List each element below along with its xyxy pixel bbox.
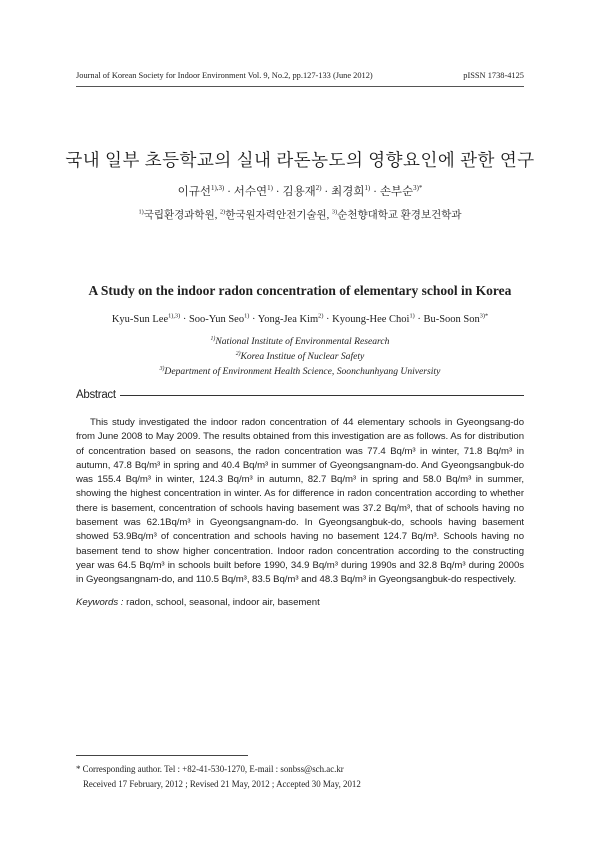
affiliation-line [0, 364, 600, 379]
author-name: Bu-Soon Son [423, 314, 480, 325]
footnote-rule [76, 755, 248, 756]
english-title: A Study on the indoor radon concentration of elementary school in Korea [88, 283, 512, 298]
corresponding-author-note: * Corresponding author. Tel : +82-41-530-1270, E-mail : sonbss@sch.ac.kr [76, 764, 344, 774]
affiliation: Department of Environment Health Science, Soonchunhyang University [164, 366, 441, 377]
author-affil-mark: 1) [409, 312, 415, 320]
affil-mark: 1) [210, 335, 216, 342]
author-name: Kyoung-Hee Choi [332, 314, 410, 325]
affiliation-line [0, 334, 600, 349]
affil-mark: 2) [219, 208, 226, 216]
author-name: 최경희 [331, 186, 365, 198]
affil-mark: 2) [235, 350, 241, 357]
author-affil-mark: 2) [318, 312, 324, 320]
affiliation: National Institute of Environmental Research [215, 336, 390, 347]
affiliation: 국립환경과학원, [143, 210, 218, 221]
keywords-text: radon, school, seasonal, indoor air, basement [126, 597, 320, 608]
author-affil-mark: 1) [267, 185, 273, 193]
received-dates: Received 17 February, 2012 ; Revised 21 May, 2012 ; Accepted 30 May, 2012 [83, 779, 361, 789]
keywords-label: Keywords : [76, 597, 124, 608]
journal-citation: Journal of Korean Society for Indoor Environment Vol. 9, No.2, pp.127-133 (June 2012) [76, 71, 373, 80]
author-affil-mark: 1) [364, 185, 371, 193]
author-name: 김용재 [282, 186, 316, 198]
author-name: 이규선 [177, 186, 211, 198]
author-name: 손부순 [379, 186, 414, 198]
abstract-heading: Abstract [76, 389, 116, 401]
author-affil-mark: 3)* [479, 312, 489, 320]
issn: pISSN 1738-4125 [463, 71, 524, 80]
korean-authors: 이규선$^{1),3)}$ · 서수연$^{1)}$ · 김용재$^{2)}$ · 최경희$^{1)}$ · 손부순$^{3)*}$ [177, 185, 423, 198]
abstract-paragraph: This study investigated the indoor radon concentration of 44 elementary schools in Gyeongsang-do from June 2008 to May 2009. The results obtained from this investigation are as follows. As for distribution of concentration based on seasons, the radon concentration was 77.4 Bq/m³ in winter, 71.8 Bq/m³ in autumn, 47.8 Bq/m³ in spring and 40.4 Bq/m³ in summer of Gyeongsangnam-do. And Gyeongsangbuk-do was 155.4 Bq/m³ in winter, 124.3 Bq/m³ in autumn, 82.7 Bq/m³ in spring and 58.0 Bq/m³ in summer, showing the highest concentration in winter. As for difference in radon concentration according to whether there is basement, concentration of schools having basement was 37.2 Bq/m³, that of schools having no basement was 62.1Bq/m³ in Gyeongsangnam-do. In Gyeongsangbuk-do, schools having basement showed 53.9Bq/m³ of concentration and schools having no basement 124.7 Bq/m³. Schools having no basement tend to show higher concentration. Indoor radon concentration according to the constructing year was 64.5 Bq/m³ in schools built before 1990, 34.9 Bq/m³ during 1990s and 32.8 Bq/m³ during 2000s in Gyeongsangnam-do, and 110.5 Bq/m³, 83.5 Bq/m³ and 48.3 Bq/m³ in Gyeongsangbuk-do respectively. [76, 417, 524, 586]
running-header [76, 71, 524, 85]
author-name: Kyu-Sun Lee [111, 314, 169, 325]
author-name: 서수연 [233, 186, 268, 198]
korean-title: 국내 일부 초등학교의 실내 라돈농도의 영향요인에 관한 연구 [65, 150, 535, 170]
affil-mark: 3) [331, 208, 338, 216]
abstract-rule [120, 395, 524, 396]
abstract-heading-row [76, 388, 524, 402]
keywords [76, 597, 524, 608]
footnotes [76, 762, 524, 792]
header-rule [76, 86, 524, 87]
author-affil-mark: 1),3) [211, 185, 225, 193]
english-authors: Kyu-Sun Lee$^{1),3)}$ · Soo-Yun Seo$^{1)}$ · Yong-Jea Kim$^{2)}$ · Kyoung-Hee Choi$^{1)}$ · Bu-Soon Son$^{3)*}$ [111, 312, 489, 325]
affiliation: 순천향대학교 환경보건학과 [337, 210, 462, 221]
author-affil-mark: 1),3) [168, 312, 181, 320]
author-name: Soo-Yun Seo [188, 314, 245, 325]
affiliation: 한국원자력안전기술원, [225, 210, 330, 221]
korean-affiliations [0, 207, 600, 222]
author-affil-mark: 1) [244, 312, 250, 320]
affil-mark: 1) [138, 208, 144, 216]
author-name: Yong-Jea Kim [257, 314, 319, 325]
abstract-body [76, 416, 524, 588]
affiliation-line [0, 349, 600, 364]
author-affil-mark: 2) [315, 185, 322, 193]
affil-mark: 3) [159, 365, 165, 372]
affiliation: Korea Institue of Nuclear Safety [240, 351, 365, 362]
english-affiliations [0, 334, 600, 379]
author-affil-mark: 3)* [413, 185, 423, 193]
